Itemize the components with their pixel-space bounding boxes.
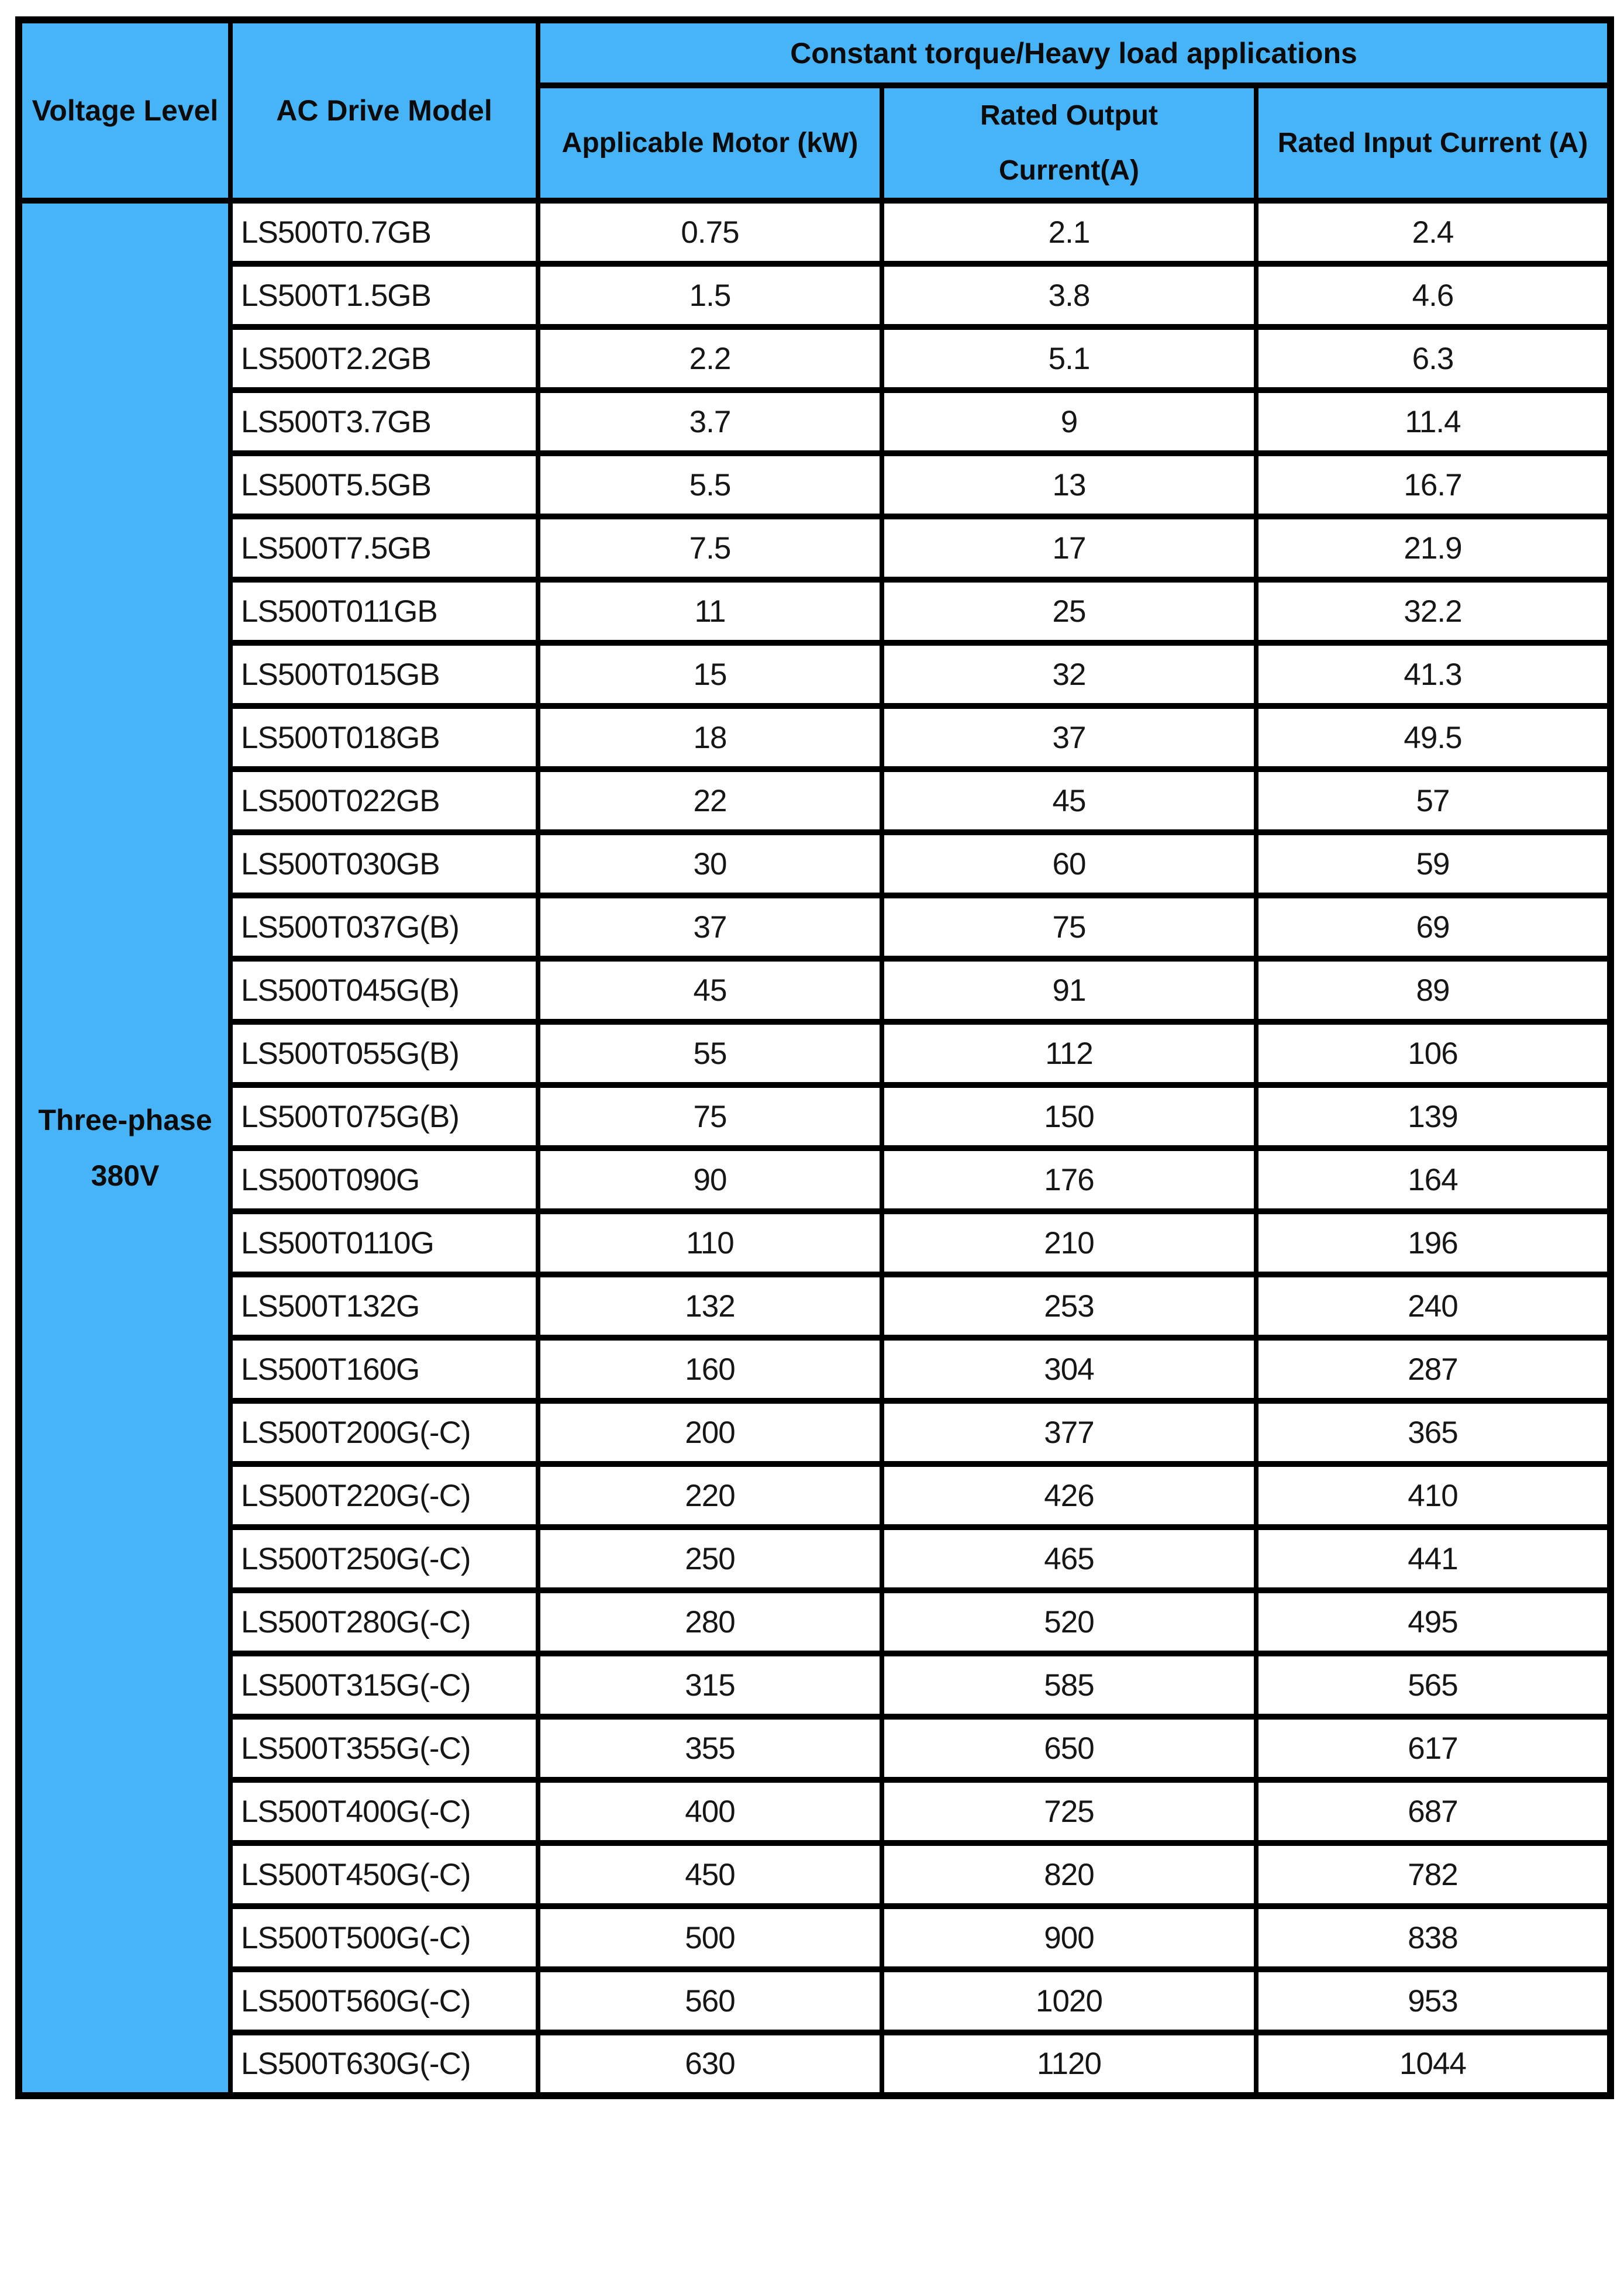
motor-kw-cell: 630 xyxy=(538,2032,882,2096)
model-cell: LS500T400G(-C) xyxy=(230,1780,538,1843)
motor-kw-cell: 132 xyxy=(538,1274,882,1338)
table-row xyxy=(19,327,1611,390)
model-cell: LS500T250G(-C) xyxy=(230,1527,538,1590)
table-row xyxy=(19,580,1611,643)
input-current-cell: 838 xyxy=(1256,1906,1611,1969)
input-current-cell: 89 xyxy=(1256,959,1611,1022)
input-current-cell: 196 xyxy=(1256,1211,1611,1274)
input-current-cell: 57 xyxy=(1256,769,1611,832)
output-current-cell: 1020 xyxy=(882,1969,1256,2032)
model-cell: LS500T500G(-C) xyxy=(230,1906,538,1969)
model-cell: LS500T022GB xyxy=(230,769,538,832)
model-cell: LS500T045G(B) xyxy=(230,959,538,1022)
output-current-cell: 304 xyxy=(882,1338,1256,1401)
table-row xyxy=(19,832,1611,895)
input-current-cell: 32.2 xyxy=(1256,580,1611,643)
model-cell: LS500T015GB xyxy=(230,643,538,706)
rated-input-current-header: Rated Input Current (A) xyxy=(1256,85,1611,201)
motor-kw-cell: 11 xyxy=(538,580,882,643)
model-cell: LS500T1.5GB xyxy=(230,264,538,327)
motor-kw-cell: 315 xyxy=(538,1653,882,1717)
model-cell: LS500T160G xyxy=(230,1338,538,1401)
table-row xyxy=(19,1843,1611,1906)
motor-kw-cell: 355 xyxy=(538,1717,882,1780)
table-row xyxy=(19,1148,1611,1211)
input-current-cell: 16.7 xyxy=(1256,453,1611,516)
input-current-cell: 49.5 xyxy=(1256,706,1611,769)
output-current-cell: 75 xyxy=(882,895,1256,959)
table-row xyxy=(19,769,1611,832)
output-current-cell: 210 xyxy=(882,1211,1256,1274)
rated-output-current-header xyxy=(882,85,1256,201)
motor-kw-cell: 90 xyxy=(538,1148,882,1211)
input-current-cell: 953 xyxy=(1256,1969,1611,2032)
input-current-cell: 782 xyxy=(1256,1843,1611,1906)
spec-table xyxy=(15,16,1614,2099)
output-current-cell: 5.1 xyxy=(882,327,1256,390)
output-current-cell: 465 xyxy=(882,1527,1256,1590)
motor-kw-cell: 1.5 xyxy=(538,264,882,327)
table-row xyxy=(19,1969,1611,2032)
output-current-cell: 150 xyxy=(882,1085,1256,1148)
input-current-cell: 69 xyxy=(1256,895,1611,959)
table-row xyxy=(19,201,1611,264)
model-cell: LS500T3.7GB xyxy=(230,390,538,453)
model-cell: LS500T0110G xyxy=(230,1211,538,1274)
input-current-cell: 1044 xyxy=(1256,2032,1611,2096)
output-current-cell: 3.8 xyxy=(882,264,1256,327)
table-row xyxy=(19,1906,1611,1969)
input-current-cell: 441 xyxy=(1256,1527,1611,1590)
output-current-cell: 900 xyxy=(882,1906,1256,1969)
motor-kw-cell: 160 xyxy=(538,1338,882,1401)
motor-kw-cell: 15 xyxy=(538,643,882,706)
output-current-cell: 585 xyxy=(882,1653,1256,1717)
motor-kw-cell: 7.5 xyxy=(538,516,882,580)
motor-kw-cell: 200 xyxy=(538,1401,882,1464)
output-current-cell: 426 xyxy=(882,1464,1256,1527)
rated-output-current-label: Rated Output Current(A) xyxy=(980,100,1158,186)
input-current-cell: 41.3 xyxy=(1256,643,1611,706)
motor-kw-cell: 5.5 xyxy=(538,453,882,516)
table-row xyxy=(19,1590,1611,1653)
output-current-cell: 377 xyxy=(882,1401,1256,1464)
model-cell: LS500T280G(-C) xyxy=(230,1590,538,1653)
motor-kw-cell: 2.2 xyxy=(538,327,882,390)
output-current-cell: 725 xyxy=(882,1780,1256,1843)
model-cell: LS500T630G(-C) xyxy=(230,2032,538,2096)
voltage-group-cell: Three-phase 380V xyxy=(19,201,230,2096)
table-row xyxy=(19,516,1611,580)
table-row xyxy=(19,959,1611,1022)
table-row xyxy=(19,1085,1611,1148)
table-body xyxy=(19,201,1611,2096)
model-cell: LS500T220G(-C) xyxy=(230,1464,538,1527)
motor-kw-cell: 18 xyxy=(538,706,882,769)
output-current-cell: 176 xyxy=(882,1148,1256,1211)
output-current-cell: 17 xyxy=(882,516,1256,580)
table-row xyxy=(19,1717,1611,1780)
table-row xyxy=(19,1780,1611,1843)
input-current-cell: 495 xyxy=(1256,1590,1611,1653)
table-row xyxy=(19,453,1611,516)
motor-kw-cell: 400 xyxy=(538,1780,882,1843)
output-current-cell: 91 xyxy=(882,959,1256,1022)
motor-kw-cell: 55 xyxy=(538,1022,882,1085)
input-current-cell: 164 xyxy=(1256,1148,1611,1211)
output-current-cell: 520 xyxy=(882,1590,1256,1653)
motor-kw-cell: 500 xyxy=(538,1906,882,1969)
input-current-cell: 687 xyxy=(1256,1780,1611,1843)
input-current-cell: 617 xyxy=(1256,1717,1611,1780)
model-cell: LS500T560G(-C) xyxy=(230,1969,538,2032)
input-current-cell: 11.4 xyxy=(1256,390,1611,453)
motor-kw-cell: 250 xyxy=(538,1527,882,1590)
model-cell: LS500T200G(-C) xyxy=(230,1401,538,1464)
model-cell: LS500T315G(-C) xyxy=(230,1653,538,1717)
input-current-cell: 2.4 xyxy=(1256,201,1611,264)
output-current-cell: 9 xyxy=(882,390,1256,453)
table-row xyxy=(19,390,1611,453)
model-cell: LS500T037G(B) xyxy=(230,895,538,959)
model-cell: LS500T018GB xyxy=(230,706,538,769)
motor-kw-cell: 45 xyxy=(538,959,882,1022)
input-current-cell: 410 xyxy=(1256,1464,1611,1527)
output-current-cell: 2.1 xyxy=(882,201,1256,264)
motor-kw-cell: 560 xyxy=(538,1969,882,2032)
input-current-cell: 240 xyxy=(1256,1274,1611,1338)
motor-kw-cell: 0.75 xyxy=(538,201,882,264)
motor-kw-cell: 75 xyxy=(538,1085,882,1148)
table-row xyxy=(19,1022,1611,1085)
model-cell: LS500T075G(B) xyxy=(230,1085,538,1148)
table-header xyxy=(19,20,1611,201)
motor-kw-cell: 22 xyxy=(538,769,882,832)
output-current-cell: 112 xyxy=(882,1022,1256,1085)
table-row xyxy=(19,1274,1611,1338)
model-cell: LS500T011GB xyxy=(230,580,538,643)
input-current-cell: 4.6 xyxy=(1256,264,1611,327)
table-row xyxy=(19,1338,1611,1401)
ac-drive-model-header: AC Drive Model xyxy=(230,20,538,201)
input-current-cell: 21.9 xyxy=(1256,516,1611,580)
output-current-cell: 60 xyxy=(882,832,1256,895)
applicable-motor-header: Applicable Motor (kW) xyxy=(538,85,882,201)
input-current-cell: 106 xyxy=(1256,1022,1611,1085)
output-current-cell: 13 xyxy=(882,453,1256,516)
input-current-cell: 6.3 xyxy=(1256,327,1611,390)
output-current-cell: 1120 xyxy=(882,2032,1256,2096)
model-cell: LS500T132G xyxy=(230,1274,538,1338)
table-row xyxy=(19,1464,1611,1527)
motor-kw-cell: 37 xyxy=(538,895,882,959)
output-current-cell: 37 xyxy=(882,706,1256,769)
model-cell: LS500T355G(-C) xyxy=(230,1717,538,1780)
table-row xyxy=(19,1527,1611,1590)
model-cell: LS500T5.5GB xyxy=(230,453,538,516)
table-row xyxy=(19,895,1611,959)
model-cell: LS500T2.2GB xyxy=(230,327,538,390)
motor-kw-cell: 220 xyxy=(538,1464,882,1527)
output-current-cell: 32 xyxy=(882,643,1256,706)
table-row xyxy=(19,264,1611,327)
model-cell: LS500T450G(-C) xyxy=(230,1843,538,1906)
output-current-cell: 253 xyxy=(882,1274,1256,1338)
input-current-cell: 365 xyxy=(1256,1401,1611,1464)
table-row xyxy=(19,1653,1611,1717)
voltage-level-header: Voltage Level xyxy=(19,20,230,201)
model-cell: LS500T7.5GB xyxy=(230,516,538,580)
table-row xyxy=(19,706,1611,769)
output-current-cell: 25 xyxy=(882,580,1256,643)
input-current-cell: 565 xyxy=(1256,1653,1611,1717)
input-current-cell: 139 xyxy=(1256,1085,1611,1148)
table-row xyxy=(19,643,1611,706)
motor-kw-cell: 30 xyxy=(538,832,882,895)
output-current-cell: 650 xyxy=(882,1717,1256,1780)
table-row xyxy=(19,1211,1611,1274)
output-current-cell: 820 xyxy=(882,1843,1256,1906)
motor-kw-cell: 450 xyxy=(538,1843,882,1906)
model-cell: LS500T090G xyxy=(230,1148,538,1211)
motor-kw-cell: 3.7 xyxy=(538,390,882,453)
motor-kw-cell: 280 xyxy=(538,1590,882,1653)
table-row xyxy=(19,1401,1611,1464)
model-cell: LS500T0.7GB xyxy=(230,201,538,264)
model-cell: LS500T030GB xyxy=(230,832,538,895)
model-cell: LS500T055G(B) xyxy=(230,1022,538,1085)
input-current-cell: 59 xyxy=(1256,832,1611,895)
applications-group-header: Constant torque/Heavy load applications xyxy=(538,20,1611,85)
motor-kw-cell: 110 xyxy=(538,1211,882,1274)
output-current-cell: 45 xyxy=(882,769,1256,832)
table-row xyxy=(19,2032,1611,2096)
header-row-top xyxy=(19,20,1611,85)
input-current-cell: 287 xyxy=(1256,1338,1611,1401)
